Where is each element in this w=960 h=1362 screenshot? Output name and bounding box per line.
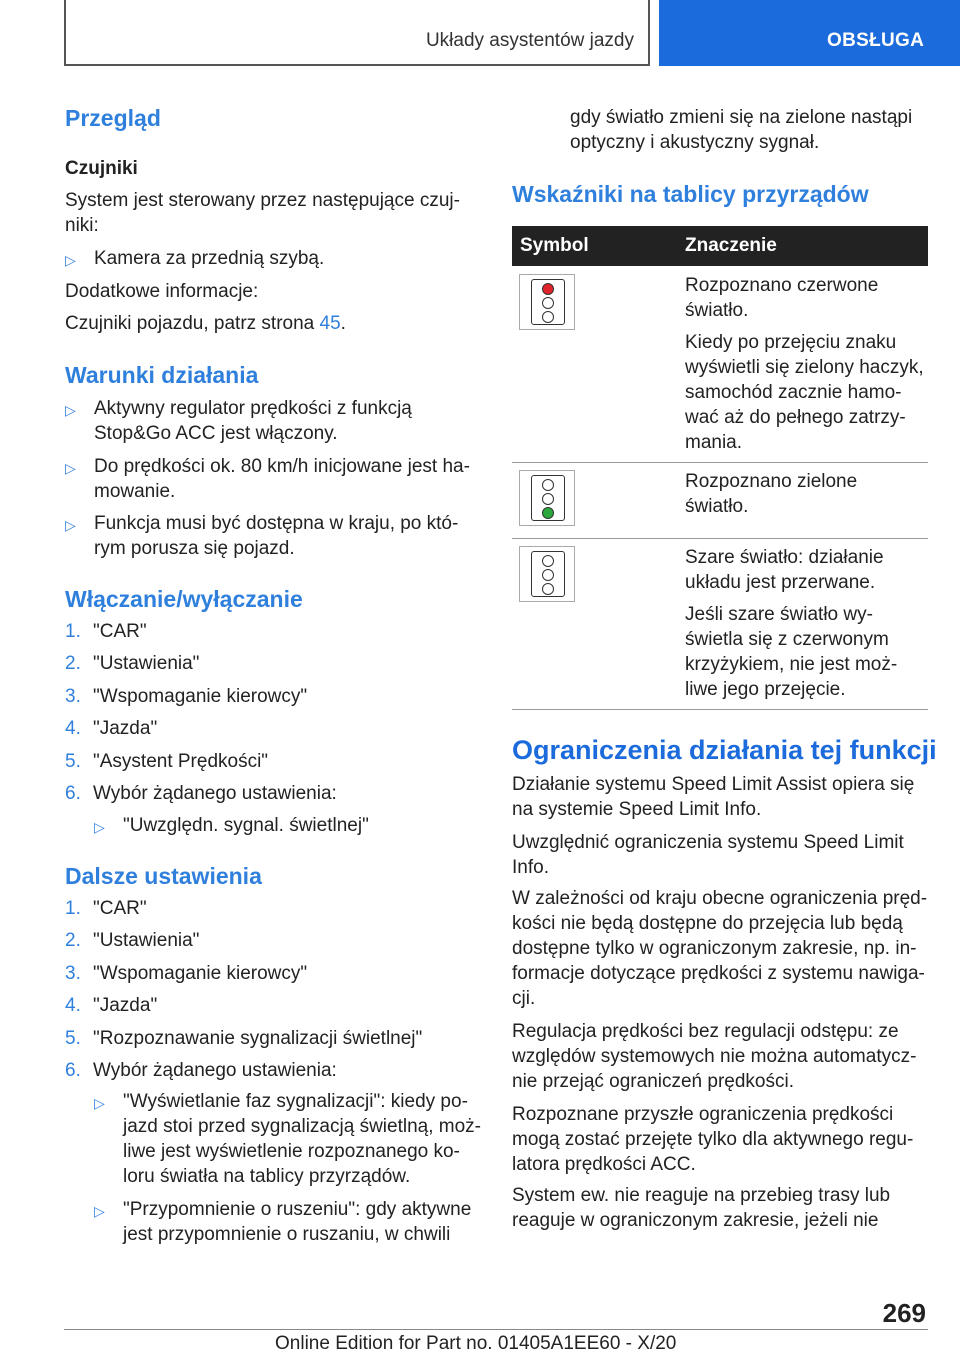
limits-line: Info. (512, 857, 549, 878)
indicator-meaning (685, 273, 928, 455)
step-text: "Jazda" (93, 718, 158, 740)
condition-line: Aktywny regulator prędkości z funkcją (94, 398, 412, 419)
meaning-paragraph (685, 469, 928, 519)
traffic-light-lamp (542, 493, 554, 505)
condition-line: mowanie. (94, 481, 176, 502)
limits-line: Uwzględnić ograniczenia systemu Speed Limit (512, 832, 904, 853)
triangle-bullet-icon: ▷ (65, 252, 76, 268)
condition-line: Stop&Go ACC jest włączony. (94, 423, 338, 444)
more-sub-line: "Przypomnienie o ruszeniu": gdy aktywne (123, 1199, 472, 1220)
traffic-light-housing (531, 475, 565, 521)
meaning-line: wać aż do pełnego zatrzy- (685, 407, 906, 428)
condition-line: Funkcja musi być dostępna w kraju, po któ- (94, 513, 459, 534)
triangle-bullet-icon: ▷ (65, 460, 76, 476)
triangle-bullet-icon: ▷ (65, 402, 76, 418)
vehicle-sensors-text: Czujniki pojazdu, patrz strona (65, 313, 320, 334)
traffic-light-red-icon (519, 274, 575, 330)
indicator-meaning (685, 545, 928, 702)
header-section-tab (659, 0, 960, 66)
limits-line: Regulacja prędkości bez regulacji odstępu: ze (512, 1021, 899, 1042)
meaning-line: krzyżykiem, nie jest moż- (685, 654, 898, 675)
limits-paragraph (512, 772, 914, 822)
traffic-light-lamp (542, 479, 554, 491)
header-section-label: OBSŁUGA (827, 30, 925, 51)
step-text: "Jazda" (93, 995, 158, 1017)
triangle-bullet-icon: ▷ (65, 517, 76, 533)
meaning-line: wyświetli się zielony haczyk, (685, 357, 924, 378)
limits-line: dostępne tylko w ograniczonym zakresie, np. in- (512, 938, 917, 959)
traffic-light-lamp (542, 507, 554, 519)
limits-line: Rozpoznane przyszłe ograniczenia prędkości (512, 1104, 894, 1125)
step-number: 2. (65, 653, 81, 675)
limits-heading: Ograniczenia działania tej funkcji (512, 735, 937, 765)
meaning-line: mania. (685, 432, 743, 453)
limits-line: mogą zostać przejęte tylko dla aktywnego regu- (512, 1129, 914, 1150)
step-text: Wybór żądanego ustawienia: (93, 1060, 337, 1081)
table-row-divider (512, 462, 928, 463)
traffic-light-lamp (542, 311, 554, 323)
limits-line: Działanie systemu Speed Limit Assist opiera się (512, 774, 915, 795)
traffic-light-lamp (542, 555, 554, 567)
page-link[interactable]: 45 (319, 313, 341, 334)
step-text: "CAR" (93, 621, 147, 642)
condition-text (94, 511, 458, 561)
toggle-heading: Włączanie/wyłączanie (65, 586, 303, 612)
step-number: 6. (65, 1060, 81, 1081)
step-text: "Rozpoznawanie sygnalizacji świetlnej" (93, 1027, 423, 1049)
more-sub-text (123, 1089, 481, 1189)
step-number: 5. (65, 750, 81, 772)
meaning-line: liwe jego przejęcie. (685, 679, 846, 700)
step-text: "Wspomaganie kierowcy" (93, 685, 308, 707)
more-sub-line: loru światła na tablicy przyrządów. (123, 1166, 411, 1187)
step-text: "Ustawienia" (93, 653, 200, 675)
meaning-line: Szare światło: działanie (685, 547, 884, 568)
traffic-light-lamp (542, 297, 554, 309)
traffic-light-lamp (542, 583, 554, 595)
step-text: "CAR" (93, 898, 147, 919)
continuation-line: optyczny i akustyczny sygnał. (570, 132, 820, 153)
more-sub-line: "Wyświetlanie faz sygnalizacji": kiedy po- (123, 1091, 468, 1112)
limits-line: nie przejąć ograniczeń prędkości. (512, 1071, 794, 1092)
limits-line: System ew. nie reaguje na przebieg trasy lub (512, 1185, 891, 1206)
vehicle-sensors-ref (65, 311, 346, 336)
step-number: 1. (65, 898, 81, 919)
sensors-text-line: niki: (65, 215, 99, 236)
indicator-table-header (512, 226, 928, 266)
traffic-light-lamp (542, 283, 554, 295)
limits-line: W zależności od kraju obecne ograniczenia pręd- (512, 888, 928, 909)
more-sub-line: liwe jest wyświetlenie rozpoznanego ko- (123, 1141, 460, 1162)
triangle-bullet-icon: ▷ (94, 1203, 105, 1219)
condition-line: rym porusza się pojazd. (94, 538, 295, 559)
meaning-line: Kiedy po przejęciu znaku (685, 332, 897, 353)
limits-paragraph (512, 886, 927, 1011)
step-number: 4. (65, 995, 81, 1017)
continuation-line: gdy światło zmieni się na zielone nastąpi (570, 107, 913, 128)
step-text: "Wspomaganie kierowcy" (93, 962, 308, 984)
meaning-line: Jeśli szare światło wy- (685, 604, 873, 625)
page-number: 269 (882, 1298, 926, 1328)
table-row-divider (512, 538, 928, 539)
sensor-item: Kamera za przednią szybą. (94, 248, 325, 269)
indicator-meaning (685, 469, 928, 519)
footer-edition: Online Edition for Part no. 01405A1EE60 - X/20 (275, 1333, 677, 1354)
limits-line: latora prędkości ACC. (512, 1154, 696, 1175)
overview-heading: Przegląd (65, 105, 161, 131)
header-chapter-title: Układy asystentów jazdy (425, 30, 634, 51)
step-number: 2. (65, 930, 81, 952)
step-text: Wybór żądanego ustawienia: (93, 783, 337, 804)
condition-text (94, 396, 412, 446)
sensors-text (65, 188, 460, 238)
meaning-line: światło. (685, 496, 749, 517)
more-settings-heading: Dalsze ustawienia (65, 863, 262, 889)
toggle-sub-item: "Uwzględn. sygnal. świetlnej" (123, 815, 369, 836)
traffic-light-housing (531, 279, 565, 325)
step-number: 5. (65, 1027, 81, 1049)
meaning-line: świetla się z czerwonym (685, 629, 889, 650)
step-text: "Asystent Prędkości" (93, 750, 269, 772)
col-meaning: Znaczenie (685, 235, 777, 256)
limits-line: reaguje w ograniczonym zakresie, jeżeli nie (512, 1210, 879, 1231)
limits-line: na systemie Speed Limit Info. (512, 799, 762, 820)
condition-line: Do prędkości ok. 80 km/h inicjowane jest ha- (94, 456, 470, 477)
step-number: 6. (65, 783, 81, 804)
footer-divider (64, 1329, 928, 1330)
sensors-heading: Czujniki (65, 158, 138, 179)
step-number: 3. (65, 685, 81, 707)
table-row-divider (512, 709, 928, 710)
conditions-heading: Warunki działania (65, 362, 259, 388)
step-number: 4. (65, 718, 81, 740)
meaning-paragraph (685, 545, 928, 595)
limits-line: cji. (512, 988, 536, 1009)
more-sub-text (123, 1197, 471, 1247)
step-text: "Ustawienia" (93, 930, 200, 952)
header-frame (64, 0, 650, 66)
condition-text (94, 454, 470, 504)
traffic-light-lamp (542, 569, 554, 581)
meaning-line: Rozpoznano zielone (685, 471, 858, 492)
indicators-heading: Wskaźniki na tablicy przyrządów (512, 181, 869, 207)
more-sub-line: jest przypomnienie o ruszaniu, w chwili (123, 1224, 451, 1245)
meaning-line: układu jest przerwane. (685, 572, 876, 593)
vehicle-sensors-suffix: . (340, 313, 346, 334)
limits-line: względów systemowych nie można automatycz- (512, 1046, 917, 1067)
limits-paragraph (512, 1183, 890, 1233)
traffic-light-housing (531, 551, 565, 597)
limits-paragraph (512, 830, 904, 880)
limits-line: kości nie będą dostępne do przejęcia lub będą (512, 913, 903, 934)
sensors-text-line: System jest sterowany przez następujące czuj- (65, 190, 460, 211)
limits-paragraph (512, 1102, 913, 1177)
meaning-line: światło. (685, 300, 749, 321)
col-symbol: Symbol (520, 235, 589, 256)
triangle-bullet-icon: ▷ (94, 1095, 105, 1111)
extra-info: Dodatkowe informacje: (65, 281, 259, 302)
meaning-paragraph (685, 330, 928, 455)
meaning-line: Rozpoznano czerwone (685, 275, 879, 296)
step-number: 3. (65, 962, 81, 984)
step-number: 1. (65, 621, 81, 642)
traffic-light-gray-icon (519, 546, 575, 602)
traffic-light-green-icon (519, 470, 575, 526)
continuation-text (570, 105, 912, 155)
meaning-paragraph (685, 273, 928, 323)
limits-line: formacje dotyczące prędkości z systemu nawiga- (512, 963, 925, 984)
triangle-bullet-icon: ▷ (94, 819, 105, 835)
meaning-line: samochód zacznie hamo- (685, 382, 902, 403)
more-sub-line: jazd stoi przed sygnalizacją świetlną, moż- (123, 1116, 481, 1137)
limits-paragraph (512, 1019, 916, 1094)
meaning-paragraph (685, 602, 928, 702)
